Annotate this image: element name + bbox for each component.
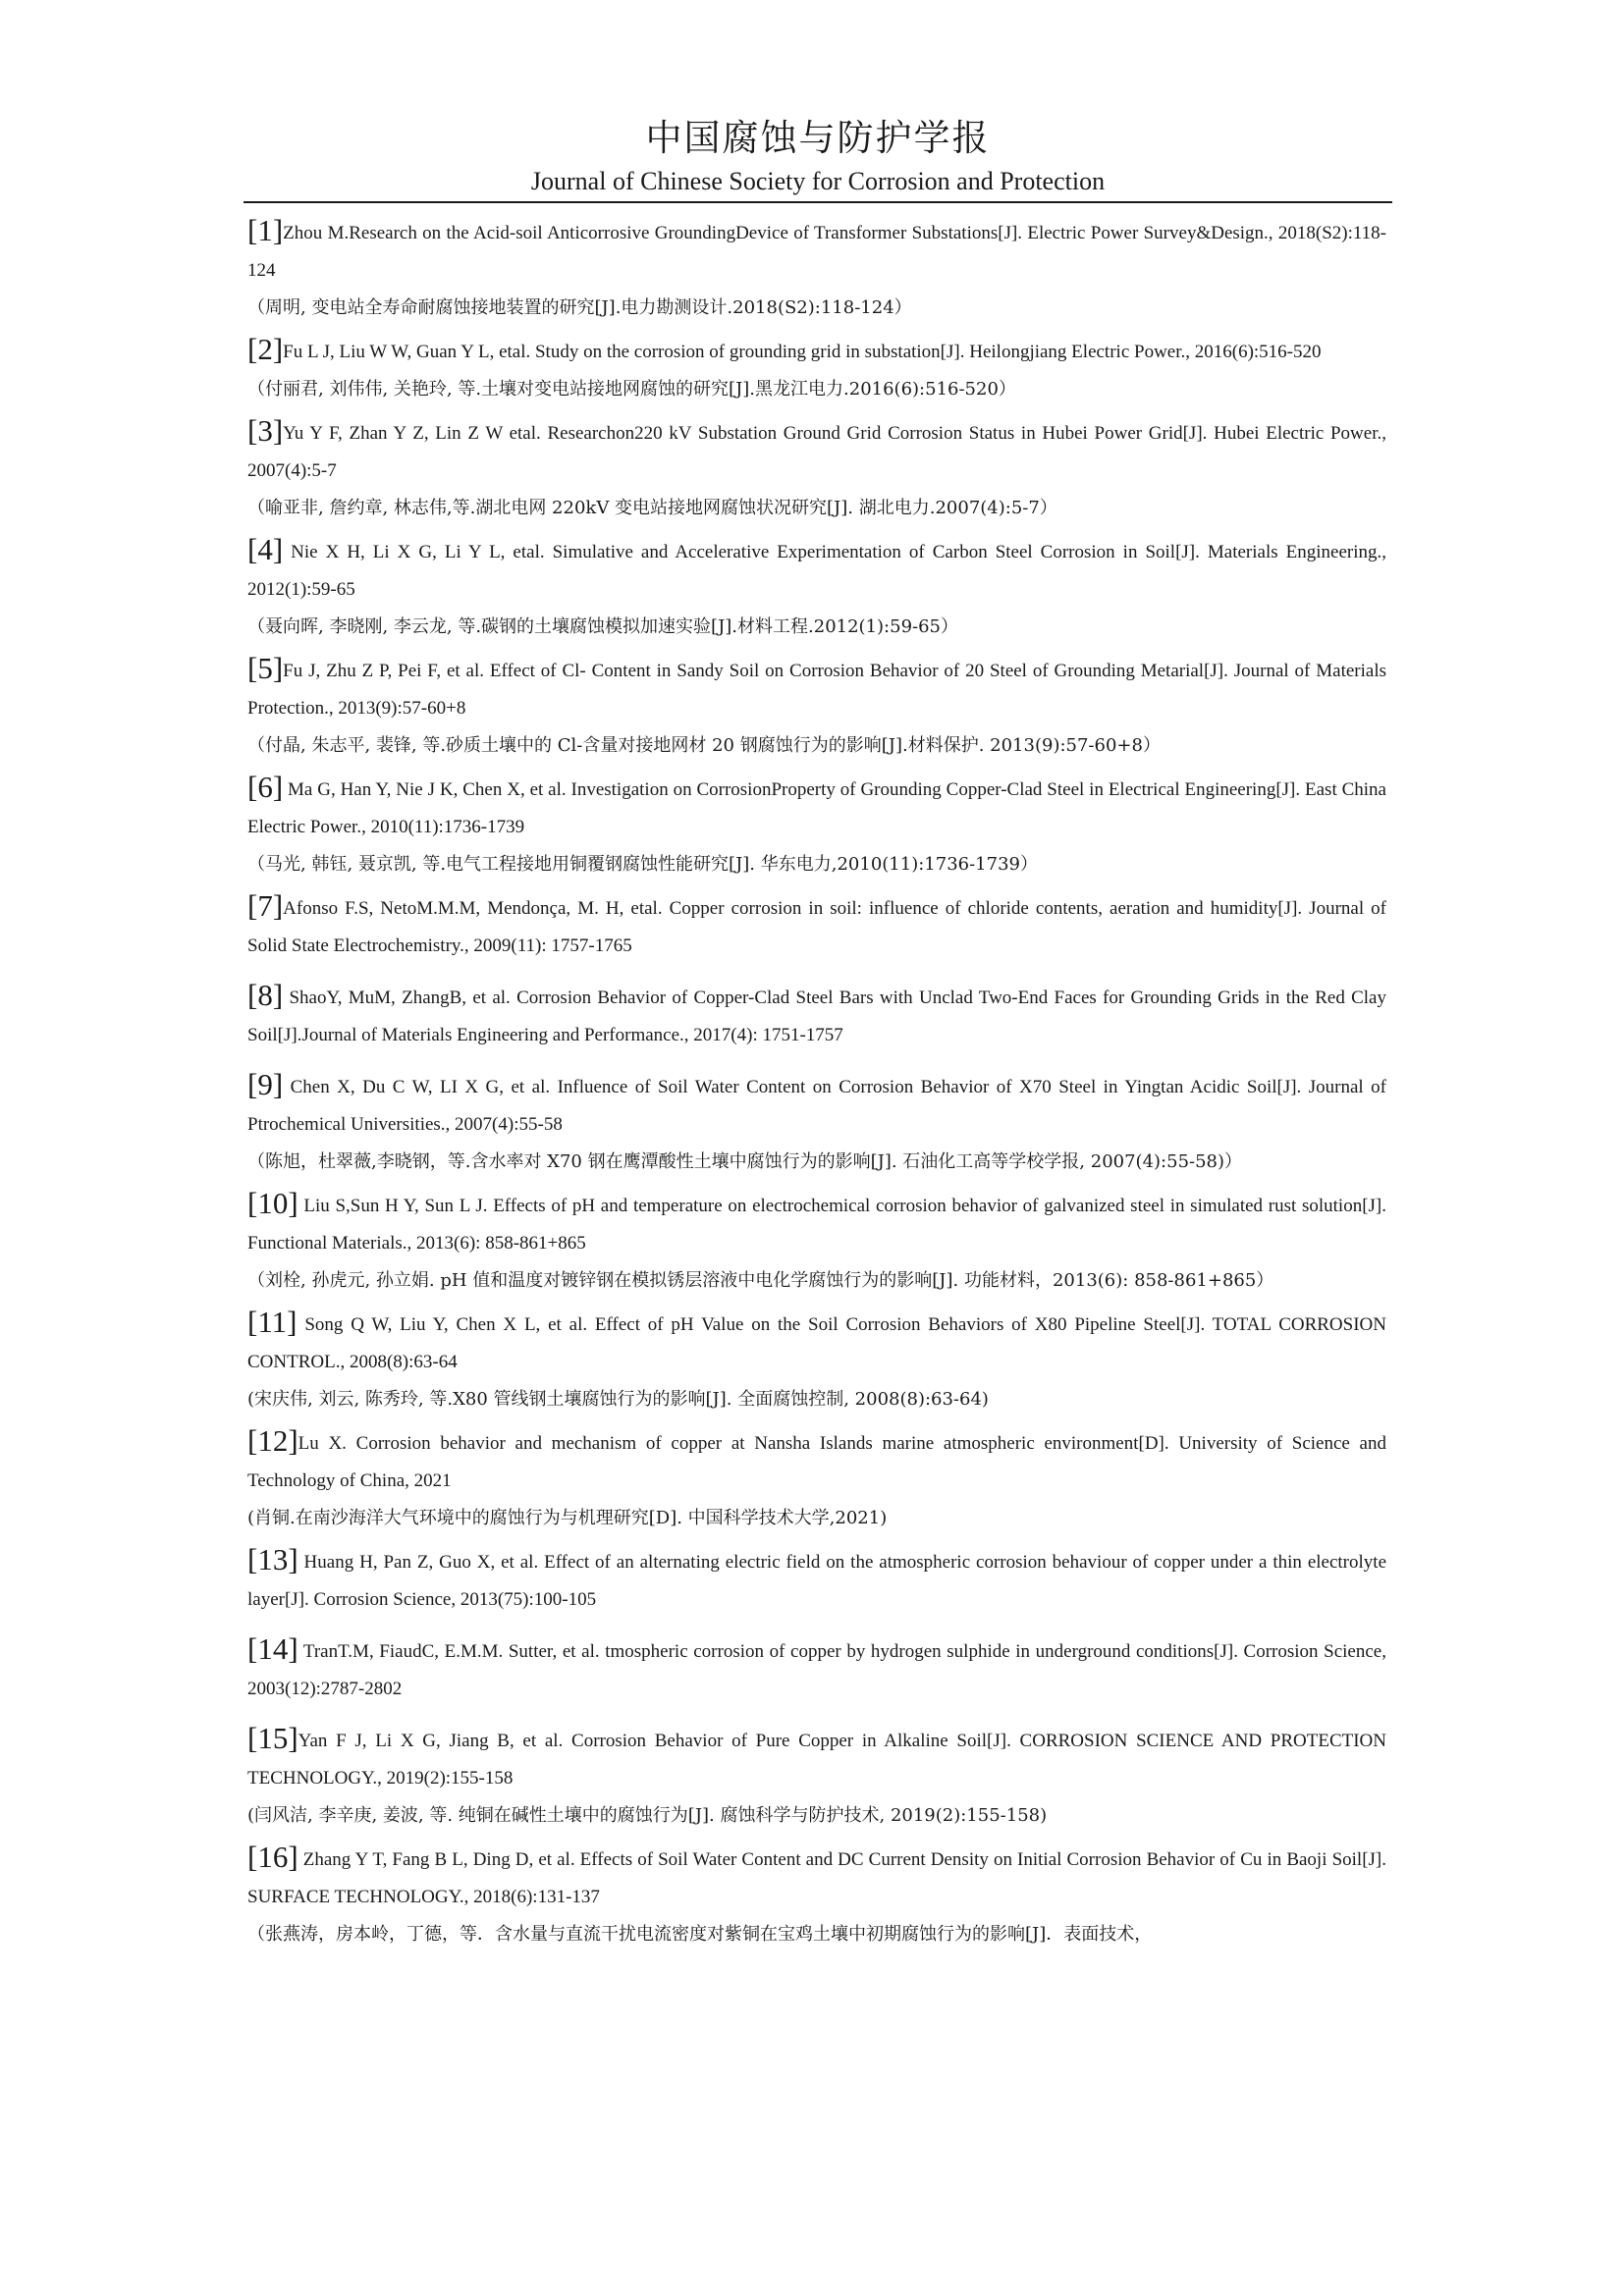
reference-number: [11]: [247, 1305, 298, 1339]
reference-number: [7]: [247, 888, 284, 923]
reference-number: [15]: [247, 1721, 298, 1755]
reference-number: [16]: [247, 1840, 298, 1874]
reference-text: Huang H, Pan Z, Guo X, et al. Effect of an alternating electric field on the atmospheric corrosion behaviour of copper under a thin electrolyte layer[J]. Corrosion Science, 2013(75):100-105: [247, 1552, 1386, 1610]
reference-english: [247, 412, 1386, 490]
reference-text: ShaoY, MuM, ZhangB, et al. Corrosion Behavior of Copper-Clad Steel Bars with Unclad Two-End Faces for Grounding Grids in the Red Clay Soil[J].Journal of Materials Engineering and Performance., 2017(4): 1751-1757: [247, 988, 1386, 1045]
reference-number: [2]: [247, 332, 284, 366]
reference-chinese: (肖铜.在南沙海洋大气环境中的腐蚀行为与机理研究[D]. 中国科学技术大学,2021): [247, 1508, 888, 1528]
reference-chinese: （刘栓, 孙虎元, 孙立娟. pH 值和温度对镀锌钢在模拟锈层溶液中电化学腐蚀行为的影响[J]. 功能材料，2013(6): 858-861+865）: [247, 1270, 1274, 1291]
reference-english: [247, 212, 1386, 290]
reference-text: Nie X H, Li X G, Li Y L, etal. Simulative and Accelerative Experimentation of Carbon Steel Corrosion in Soil[J]. Materials Engineering., 2012(1):59-65: [247, 542, 1386, 600]
reference-number: [4]: [247, 532, 284, 566]
journal-title-chinese: 中国腐蚀与防护学报: [645, 117, 991, 159]
reference-text: Ma G, Han Y, Nie J K, Chen X, et al. Investigation on CorrosionProperty of Grounding Copper-Clad Steel in Electrical Engineering[J]. East China Electric Power., 2010(11):1736-1739: [247, 779, 1386, 837]
journal-header: [244, 116, 1392, 198]
reference-chinese: （付丽君, 刘伟伟, 关艳玲, 等.土壤对变电站接地网腐蚀的研究[J].黑龙江电力.2016(6):516-520）: [247, 379, 1016, 400]
reference-text: TranT.M, FiaudC, E.M.M. Sutter, et al. tmospheric corrosion of copper by hydrogen sulphide in underground conditions[J]. Corrosion Science, 2003(12):2787-2802: [247, 1641, 1386, 1699]
reference-number: [9]: [247, 1067, 284, 1101]
reference-text: Yan F J, Li X G, Jiang B, et al. Corrosion Behavior of Pure Copper in Alkaline Soil[J]. CORROSION SCIENCE AND PROTECTION TECHNOLOGY., 2019(2):155-158: [247, 1731, 1386, 1789]
reference-item: [247, 1066, 1386, 1175]
reference-number: [14]: [247, 1631, 298, 1666]
reference-item: [247, 1630, 1386, 1708]
reference-list: [247, 212, 1386, 1957]
reference-chinese: （喻亚非, 詹约章, 林志伟,等.湖北电网 220kV 变电站接地网腐蚀状况研究[J]. 湖北电力.2007(4):5-7）: [247, 498, 1057, 518]
reference-english: [247, 1839, 1386, 1916]
reference-english: [247, 650, 1386, 727]
reference-number: [12]: [247, 1423, 298, 1458]
reference-item: [247, 331, 1386, 402]
reference-chinese: (闫风洁, 李辛庚, 姜波, 等. 纯铜在碱性土壤中的腐蚀行为[J]. 腐蚀科学与防护技术, 2019(2):155-158): [247, 1805, 1048, 1826]
reference-chinese: （张燕涛，房本岭，丁德，等．含水量与直流干扰电流密度对紫铜在宝鸡土壤中初期腐蚀行为的影响[J]．表面技术，: [247, 1924, 1153, 1945]
reference-number: [8]: [247, 978, 284, 1012]
reference-english: [247, 1185, 1386, 1262]
reference-chinese: （马光, 韩钰, 聂京凯, 等.电气工程接地用铜覆钢腐蚀性能研究[J]. 华东电力,2010(11):1736-1739）: [247, 854, 1038, 875]
reference-number: [10]: [247, 1186, 298, 1220]
reference-english: [247, 769, 1386, 846]
reference-chinese: (宋庆伟, 刘云, 陈秀玲, 等.X80 管线钢土壤腐蚀行为的影响[J]. 全面腐蚀控制, 2008(8):63-64): [247, 1389, 989, 1410]
reference-english: [247, 1630, 1386, 1708]
reference-item: [247, 1839, 1386, 1948]
reference-number: [1]: [247, 213, 284, 247]
reference-english: [247, 1541, 1386, 1619]
reference-text: Chen X, Du C W, LI X G, et al. Influence of Soil Water Content on Corrosion Behavior of X70 Steel in Yingtan Acidic Soil[J]. Journal of Ptrochemical Universities., 2007(4):55-58: [247, 1077, 1386, 1135]
reference-item: [247, 1422, 1386, 1531]
reference-item: [247, 212, 1386, 321]
reference-chinese: （周明, 变电站全寿命耐腐蚀接地装置的研究[J].电力勘测设计.2018(S2):118-124）: [247, 297, 912, 318]
reference-text: Song Q W, Liu Y, Chen X L, et al. Effect of pH Value on the Soil Corrosion Behaviors of X80 Pipeline Steel[J]. TOTAL CORROSION CONTROL., 2008(8):63-64: [247, 1314, 1386, 1372]
reference-number: [13]: [247, 1542, 298, 1576]
reference-item: [247, 977, 1386, 1054]
reference-item: [247, 1541, 1386, 1619]
reference-text: Liu S,Sun H Y, Sun L J. Effects of pH and temperature on electrochemical corrosion behavior of galvanized steel in simulated rust solution[J]. Functional Materials., 2013(6): 858-861+865: [247, 1196, 1386, 1254]
reference-text: Fu J, Zhu Z P, Pei F, et al. Effect of Cl- Content in Sandy Soil on Corrosion Behavior of 20 Steel of Grounding Metarial[J]. Journal of Materials Protection., 2013(9):57-60+8: [247, 661, 1386, 719]
reference-text: Fu L J, Liu W W, Guan Y L, etal. Study on the corrosion of grounding grid in substation[J]. Heilongjiang Electric Power., 2016(6):516-520: [283, 342, 1322, 362]
header-rule: [244, 201, 1392, 203]
reference-english: [247, 531, 1386, 609]
reference-item: [247, 1185, 1386, 1294]
reference-number: [5]: [247, 651, 284, 685]
reference-chinese: （聂向晖, 李晓刚, 李云龙, 等.碳钢的土壤腐蚀模拟加速实验[J].材料工程.2012(1):59-65）: [247, 616, 959, 637]
reference-english: [247, 887, 1386, 965]
reference-item: [247, 650, 1386, 759]
reference-chinese: （付晶, 朱志平, 裴锋, 等.砂质土壤中的 Cl-含量对接地网材 20 钢腐蚀行为的影响[J].材料保护. 2013(9):57-60+8）: [247, 735, 1161, 756]
reference-item: [247, 769, 1386, 878]
reference-item: [247, 887, 1386, 965]
reference-chinese: （陈旭，杜翠薇,李晓钢，等.含水率对 X70 钢在鹰潭酸性土壤中腐蚀行为的影响[J]. 石油化工高等学校学报, 2007(4):55-58)）: [247, 1151, 1243, 1172]
reference-english: [247, 1066, 1386, 1144]
reference-text: Yu Y F, Zhan Y Z, Lin Z W etal. Researchon220 kV Substation Ground Grid Corrosion Status in Hubei Power Grid[J]. Hubei Electric Power., 2007(4):5-7: [247, 423, 1386, 481]
reference-text: Zhou M.Research on the Acid-soil Anticorrosive GroundingDevice of Transformer Substations[J]. Electric Power Survey&Design., 2018(S2):118-124: [247, 223, 1386, 281]
reference-english: [247, 1304, 1386, 1381]
reference-item: [247, 1720, 1386, 1829]
reference-item: [247, 1304, 1386, 1413]
reference-english: [247, 1720, 1386, 1797]
reference-number: [3]: [247, 413, 284, 448]
reference-english: [247, 977, 1386, 1054]
reference-item: [247, 412, 1386, 521]
reference-text: Afonso F.S, NetoM.M.M, Mendonça, M. H, etal. Copper corrosion in soil: influence of chloride contents, aeration and humidity[J]. Journal of Solid State Electrochemistry., 2009(11): 1757-1765: [247, 898, 1386, 956]
journal-title-english: Journal of Chinese Society for Corrosion and Protection: [530, 167, 1106, 195]
reference-text: Zhang Y T, Fang B L, Ding D, et al. Effects of Soil Water Content and DC Current Density on Initial Corrosion Behavior of Cu in Baoji Soil[J]. SURFACE TECHNOLOGY., 2018(6):131-137: [247, 1849, 1386, 1907]
reference-number: [6]: [247, 770, 284, 804]
reference-text: Lu X. Corrosion behavior and mechanism of copper at Nansha Islands marine atmospheric environment[D]. University of Science and Technology of China, 2021: [247, 1433, 1386, 1491]
reference-item: [247, 531, 1386, 640]
reference-english: [247, 331, 1386, 371]
reference-english: [247, 1422, 1386, 1500]
